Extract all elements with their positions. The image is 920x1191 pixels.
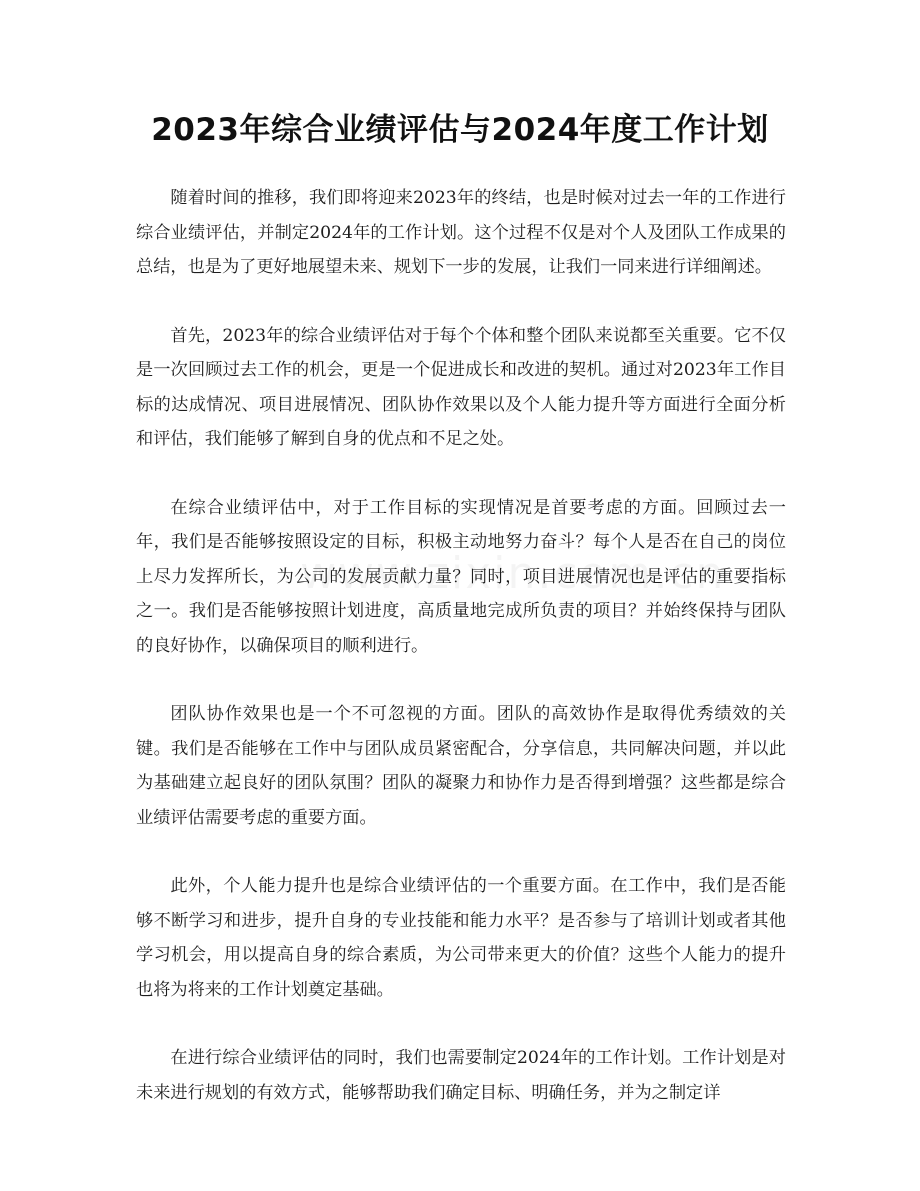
paragraph: 此外，个人能力提升也是综合业绩评估的一个重要方面。在工作中，我们是否能够不断学习和进步，提升自身的专业技能和能力水平？是否参与了培训计划或者其他学习机会，用以提高自身的综合素质，为公司带来更大的价值？这些个人能力的提升也将为将来的工作计划奠定基础。 xyxy=(136,876,786,1000)
paragraph: 团队协作效果也是一个不可忽视的方面。团队的高效协作是取得优秀绩效的关键。我们是否能够在工作中与团队成员紧密配合，分享信息，共同解决问题，并以此为基础建立起良好的团队氛围？团队的凝聚力和协作力是否得到增强？这些都是综合业绩评估需要考虑的重要方面。 xyxy=(136,704,786,828)
document-body xyxy=(136,181,786,1144)
document-title: 2023年综合业绩评估与2024年度工作计划 xyxy=(151,112,769,148)
paragraph: 首先，2023年的综合业绩评估对于每个个体和整个团队来说都至关重要。它不仅是一次回顾过去工作的机会，更是一个促进成长和改进的契机。通过对2023年工作目标的达成情况、项目进展情况、团队协作效果以及个人能力提升等方面进行全面分析和评估，我们能够了解到自身的优点和不足之处。 xyxy=(136,325,786,449)
paragraph: 在进行综合业绩评估的同时，我们也需要制定2024年的工作计划。工作计划是对未来进行规划的有效方式，能够帮助我们确定目标、明确任务，并为之制定详 xyxy=(136,1048,786,1103)
paragraph: 在综合业绩评估中，对于工作目标的实现情况是首要考虑的方面。回顾过去一年，我们是否能够按照设定的目标，积极主动地努力奋斗？每个人是否在自己的岗位上尽力发挥所长，为公司的发展贡献力量？同时，项目进展情况也是评估的重要指标之一。我们是否能够按照计划进度，高质量地完成所负责的项目？并始终保持与团队的良好协作，以确保项目的顺利进行。 xyxy=(136,497,786,656)
paragraph: 随着时间的推移，我们即将迎来2023年的终结，也是时候对过去一年的工作进行综合业绩评估，并制定2024年的工作计划。这个过程不仅是对个人及团队工作成果的总结，也是为了更好地展望未来、规划下一步的发展，让我们一同来进行详细阐述。 xyxy=(136,188,786,277)
